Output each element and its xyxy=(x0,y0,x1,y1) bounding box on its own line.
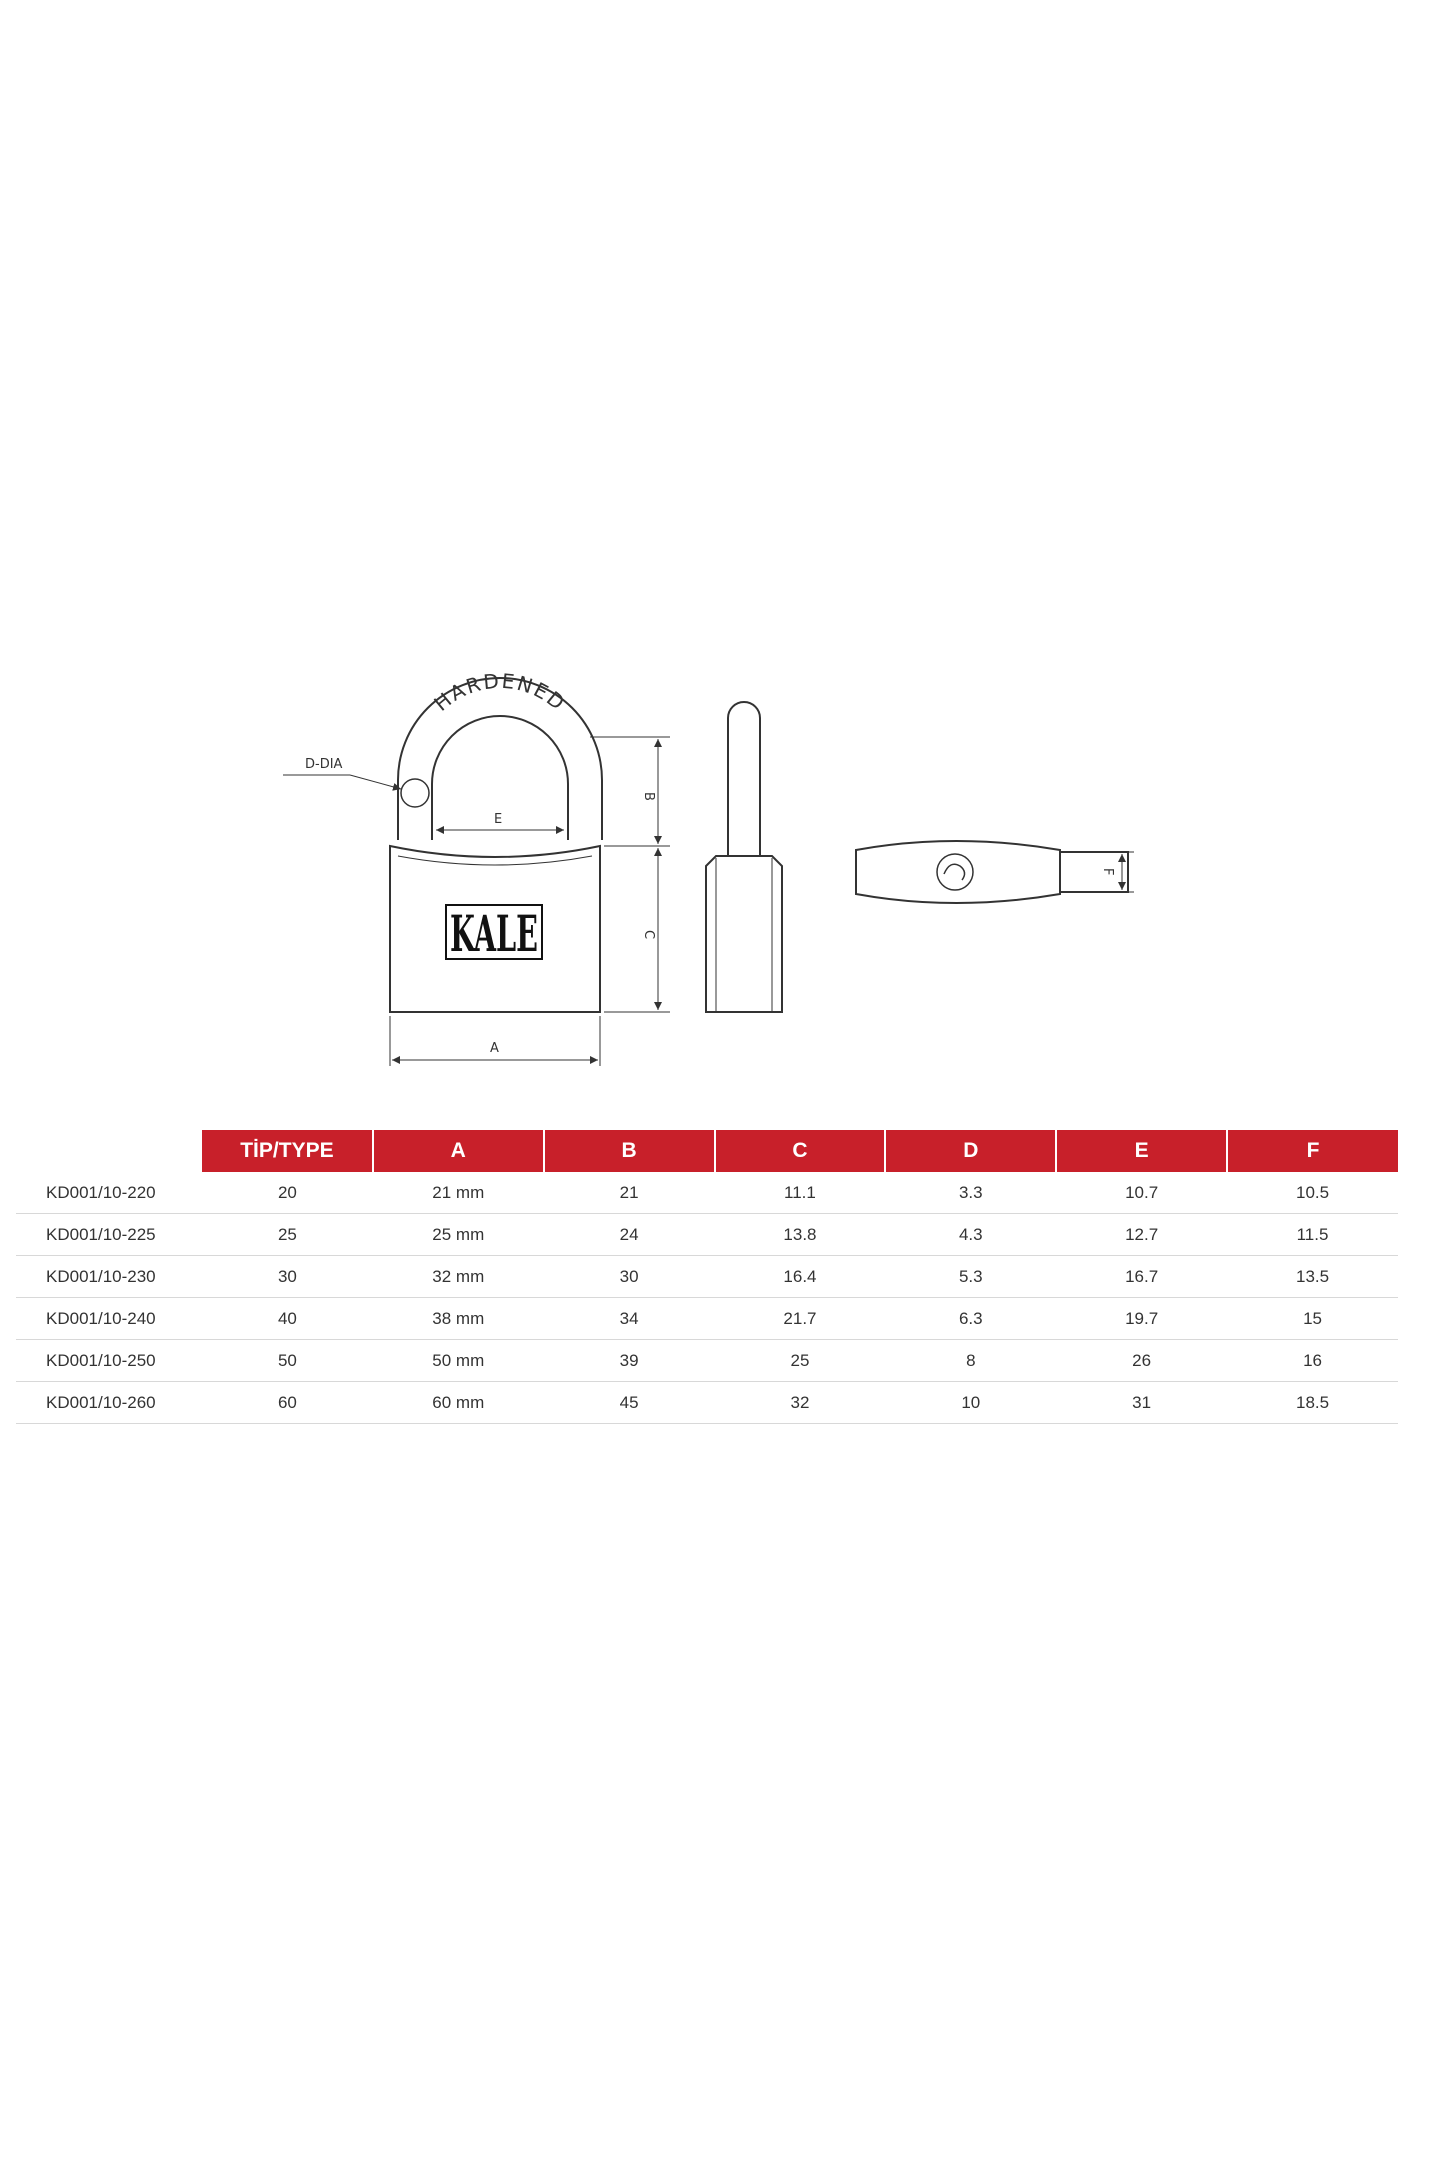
model-cell: KD001/10-240 xyxy=(16,1298,202,1340)
table-cell: 50 mm xyxy=(373,1340,544,1382)
key-blade xyxy=(1060,852,1128,892)
table-cell: 13.5 xyxy=(1227,1256,1398,1298)
key-bow xyxy=(856,841,1060,903)
table-cell: 20 xyxy=(202,1172,373,1214)
table-cell: 25 xyxy=(202,1214,373,1256)
table-cell: 11.5 xyxy=(1227,1214,1398,1256)
table-cell: 21.7 xyxy=(715,1298,886,1340)
model-cell: KD001/10-225 xyxy=(16,1214,202,1256)
table-cell: 19.7 xyxy=(1056,1298,1227,1340)
table-row xyxy=(16,1172,1398,1214)
table-cell: 31 xyxy=(1056,1382,1227,1424)
table-cell: 8 xyxy=(885,1340,1056,1382)
key-view xyxy=(856,841,1134,903)
table-cell: 39 xyxy=(544,1340,715,1382)
table-cell: 10.5 xyxy=(1227,1172,1398,1214)
label-e: E xyxy=(494,812,503,827)
table-cell: 15 xyxy=(1227,1298,1398,1340)
table-cell: 4.3 xyxy=(885,1214,1056,1256)
table-cell: 60 xyxy=(202,1382,373,1424)
label-a: A xyxy=(490,1041,499,1056)
table-cell: 60 mm xyxy=(373,1382,544,1424)
side-view xyxy=(706,702,782,1012)
shackle-engraving: HARDENED xyxy=(429,668,571,716)
table-cell: 10.7 xyxy=(1056,1172,1227,1214)
header-a: A xyxy=(373,1130,544,1172)
table-cell: 16.4 xyxy=(715,1256,886,1298)
table-cell: 24 xyxy=(544,1214,715,1256)
header-type: TİP/TYPE xyxy=(202,1130,373,1172)
side-shackle xyxy=(728,702,760,856)
table-cell: 34 xyxy=(544,1298,715,1340)
model-cell: KD001/10-220 xyxy=(16,1172,202,1214)
header-e: E xyxy=(1056,1130,1227,1172)
table-cell: 50 xyxy=(202,1340,373,1382)
table-cell: 32 mm xyxy=(373,1256,544,1298)
spec-table xyxy=(16,1130,1398,1424)
table-row xyxy=(16,1214,1398,1256)
label-c: C xyxy=(641,930,656,940)
d-dia-label: D-DIA xyxy=(305,757,343,772)
model-cell: KD001/10-250 xyxy=(16,1340,202,1382)
key-logo-icon xyxy=(937,854,973,890)
model-cell: KD001/10-230 xyxy=(16,1256,202,1298)
table-cell: 21 mm xyxy=(373,1172,544,1214)
table-cell: 32 xyxy=(715,1382,886,1424)
table-cell: 38 mm xyxy=(373,1298,544,1340)
table-cell: 45 xyxy=(544,1382,715,1424)
d-dia-marker xyxy=(401,779,429,807)
table-cell: 10 xyxy=(885,1382,1056,1424)
table-cell: 18.5 xyxy=(1227,1382,1398,1424)
table-cell: 16.7 xyxy=(1056,1256,1227,1298)
table-cell: 11.1 xyxy=(715,1172,886,1214)
header-f: F xyxy=(1227,1130,1398,1172)
table-cell: 16 xyxy=(1227,1340,1398,1382)
header-blank xyxy=(16,1130,202,1172)
model-cell: KD001/10-260 xyxy=(16,1382,202,1424)
header-b: B xyxy=(544,1130,715,1172)
table-row xyxy=(16,1340,1398,1382)
table-cell: 3.3 xyxy=(885,1172,1056,1214)
table-cell: 6.3 xyxy=(885,1298,1056,1340)
header-d: D xyxy=(885,1130,1056,1172)
table-cell: 12.7 xyxy=(1056,1214,1227,1256)
header-c: C xyxy=(715,1130,886,1172)
label-f: F xyxy=(1100,868,1115,876)
table-row xyxy=(16,1298,1398,1340)
table-header-row xyxy=(16,1130,1398,1172)
table-cell: 13.8 xyxy=(715,1214,886,1256)
table-cell: 21 xyxy=(544,1172,715,1214)
table-row xyxy=(16,1256,1398,1298)
label-b: B xyxy=(641,792,656,801)
table-cell: 30 xyxy=(202,1256,373,1298)
table-cell: 40 xyxy=(202,1298,373,1340)
table-cell: 25 mm xyxy=(373,1214,544,1256)
kale-logo: KALE xyxy=(450,904,538,963)
table-cell: 25 xyxy=(715,1340,886,1382)
side-body xyxy=(706,856,782,1012)
table-cell: 26 xyxy=(1056,1340,1227,1382)
table-cell: 30 xyxy=(544,1256,715,1298)
front-view xyxy=(283,669,670,1066)
table-cell: 5.3 xyxy=(885,1256,1056,1298)
table-row xyxy=(16,1382,1398,1424)
